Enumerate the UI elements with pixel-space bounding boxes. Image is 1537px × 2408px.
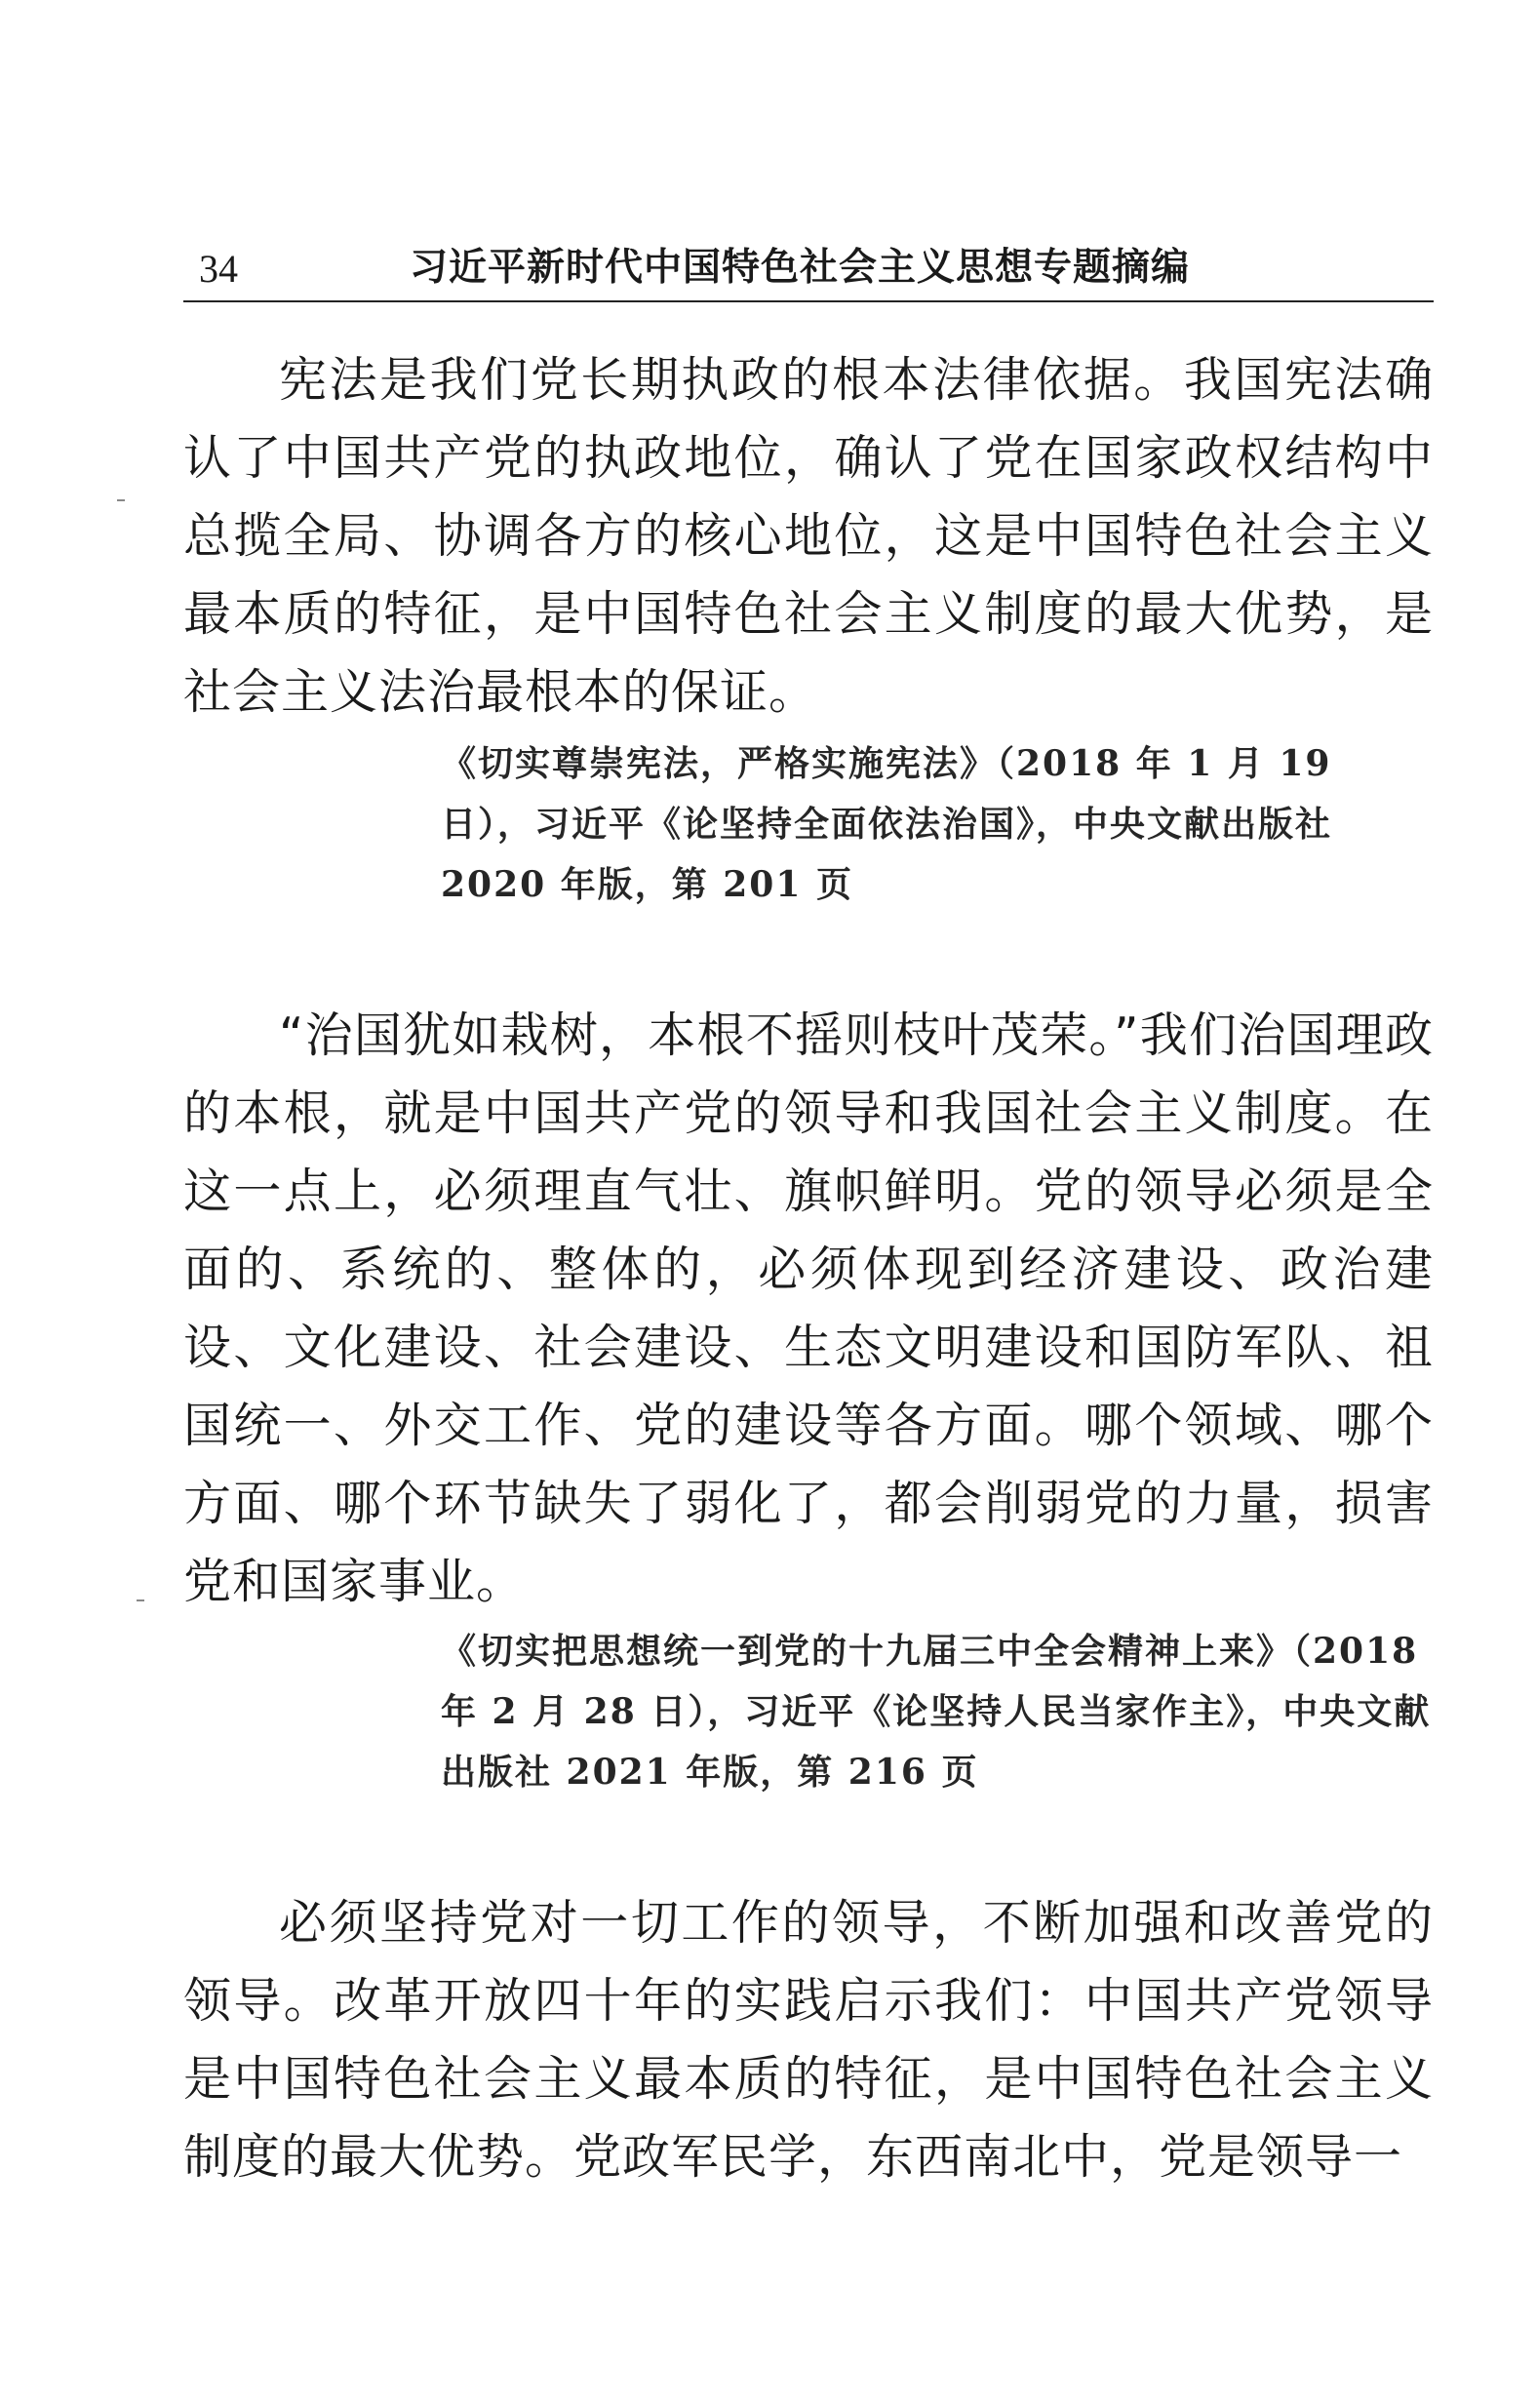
excerpt-block [183,1884,1434,2196]
excerpt-block [183,997,1434,1802]
margin-mark [137,1599,144,1601]
margin-mark [117,499,125,501]
excerpt-source: 《切实把思想统一到党的十九届三中全会精神上来》（2018 年 2 月 28 日），习近平《论坚持人民当家作主》，中央文献出版社 2021 年版，第 216 页 [441,1631,1432,1793]
excerpt-paragraph: 必须坚持党对一切工作的领导，不断加强和改善党的领导。改革开放四十年的实践启示我们：中国共产党领导是中国特色社会主义最本质的特征，是中国特色社会主义制度的最大优势。党政军民学，东西南北中，党是领导一 [183,1895,1434,2185]
excerpt-source: 《切实尊崇宪法，严格实施宪法》（2018 年 1 月 19 日），习近平《论坚持全面依法治国》，中央文献出版社 2020 年版，第 201 页 [441,743,1333,905]
page-number: 34 [199,247,238,291]
page-body [183,341,1434,2196]
excerpt-paragraph: 宪法是我们党长期执政的根本法律依据。我国宪法确认了中国共产党的执政地位，确认了党在国家政权结构中总揽全局、协调各方的核心地位，这是中国特色社会主义最本质的特征，是中国特色社会主义制度的最大优势，是社会主义法治最根本的保证。 [183,352,1434,720]
excerpt-block [183,341,1434,915]
running-header [183,232,1432,300]
excerpt-paragraph: “治国犹如栽树，本根不摇则枝叶茂荣。”我们治国理政的本根，就是中国共产党的领导和我国社会主义制度。在这一点上，必须理直气壮、旗帜鲜明。党的领导必须是全面的、系统的、整体的，必须体现到经济建设、政治建设、文化建设、社会建设、生态文明建设和国防军队、祖国统一、外交工作、党的建设等各方面。哪个领域、哪个方面、哪个环节缺失了弱化了，都会削弱党的力量，损害党和国家事业。 [183,1007,1434,1609]
running-title: 习近平新时代中国特色社会主义思想专题摘编 [410,246,1191,290]
header-divider [183,300,1434,302]
